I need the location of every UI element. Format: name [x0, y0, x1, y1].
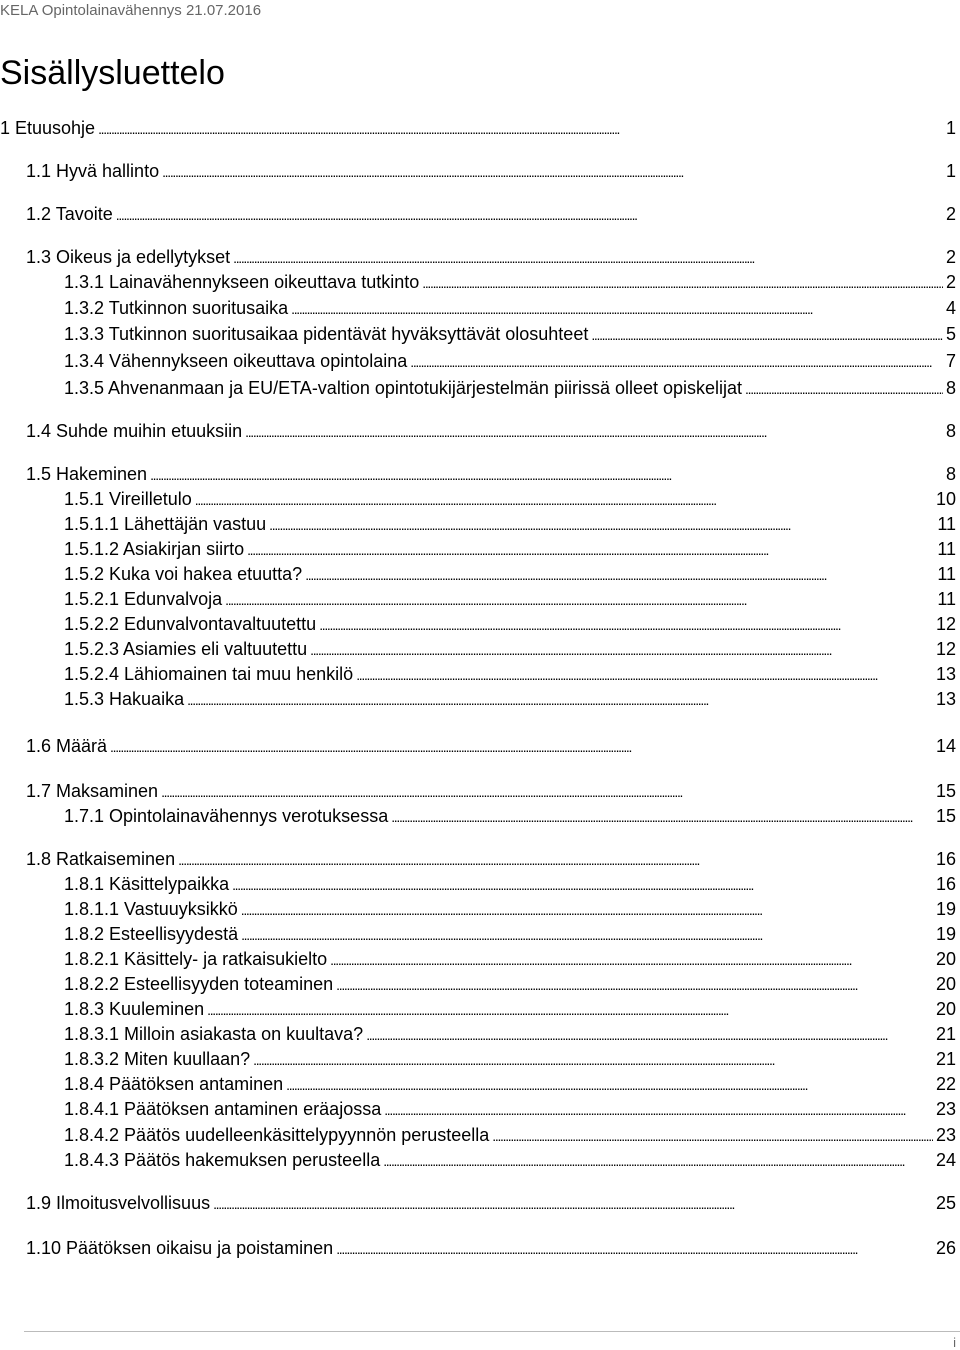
toc-entry-page: 11 [937, 539, 956, 559]
toc-entry-label: 1.8.4.2 Päätös uudelleenkäsittelypyynnön perusteella [64, 1125, 490, 1145]
toc-entry-label: 1.5.1 Vireilletulo [64, 489, 192, 509]
toc-entry-page: 24 [935, 1150, 956, 1170]
toc-entry-page: 21 [935, 1049, 956, 1069]
toc-entry-page: 15 [935, 781, 956, 801]
toc-entry[interactable] [64, 349, 956, 374]
toc-entry[interactable] [64, 1072, 956, 1097]
toc-leader [207, 997, 933, 1022]
toc-entry[interactable] [64, 897, 956, 922]
toc-entry-page: 8 [945, 378, 956, 398]
toc-entry-label: 1.3.5 Ahvenanmaan ja EU/ETA-valtion opintotukijärjestelmän piirissä olleet opiskelijat [64, 378, 743, 398]
toc-entry-page: 2 [945, 204, 956, 224]
toc-entry-label: 1.5.2.2 Edunvalvontavaltuutettu [64, 614, 317, 634]
toc-entry-page: 8 [945, 464, 956, 484]
toc-entry-page: 12 [935, 614, 956, 634]
toc-entry-label: 1.3.4 Vähennykseen oikeuttava opintolaina [64, 351, 408, 371]
toc-leader [356, 662, 933, 687]
toc-entry-label: 1.8.1.1 Vastuuyksikkö [64, 899, 238, 919]
toc-entry-page: 8 [945, 421, 956, 441]
toc-leader [410, 349, 943, 374]
toc-entry-page: 13 [935, 689, 956, 709]
toc-entry[interactable] [64, 922, 956, 947]
toc-entry[interactable] [64, 947, 956, 972]
toc-entry-label: 1.8 Ratkaiseminen [26, 849, 176, 869]
toc-entry-label: 1.9 Ilmoitusvelvollisuus [26, 1193, 211, 1213]
toc-entry-page: 16 [935, 874, 956, 894]
toc-entry[interactable] [64, 1097, 956, 1122]
toc-entry-label: 1.5.2.3 Asiamies eli valtuutettu [64, 639, 308, 659]
toc-leader [116, 202, 943, 227]
toc-entry-label: 1.8.4 Päätöksen antaminen [64, 1074, 284, 1094]
toc-entry[interactable] [64, 637, 956, 662]
toc-entry-page: 23 [935, 1099, 956, 1119]
toc-entry-page: 20 [935, 999, 956, 1019]
toc-entry[interactable] [64, 662, 956, 687]
toc-leader [232, 872, 933, 897]
toc-entry-page: 19 [935, 924, 956, 944]
toc-entry[interactable] [64, 1047, 956, 1072]
toc-entry-label: 1.3.3 Tutkinnon suoritusaikaa pidentävät hyväksyttävät olosuhteet [64, 324, 589, 344]
toc-entry-page: 20 [935, 974, 956, 994]
toc-entry[interactable] [26, 462, 956, 487]
toc-entry[interactable] [0, 116, 956, 141]
toc-leader [178, 847, 933, 872]
toc-entry-page: 1 [945, 161, 956, 181]
toc-leader [247, 537, 934, 562]
toc-leader [241, 922, 933, 947]
toc-entry-page: 26 [935, 1238, 956, 1258]
toc-leader [110, 734, 933, 759]
toc-leader [291, 296, 943, 321]
toc-entry[interactable] [64, 1022, 956, 1047]
toc-entry[interactable] [26, 245, 956, 270]
toc-entry-page: 22 [935, 1074, 956, 1094]
toc-entry-label: 1.7 Maksaminen [26, 781, 159, 801]
toc-leader [233, 245, 943, 270]
toc-entry[interactable] [26, 1236, 956, 1261]
toc-leader [336, 972, 933, 997]
toc-leader [366, 1022, 933, 1047]
toc-entry[interactable] [26, 734, 956, 759]
toc-entry[interactable] [64, 612, 956, 637]
toc-entry-label: 1.2 Tavoite [26, 204, 113, 224]
toc-entry-label: 1.3 Oikeus ja edellytykset [26, 247, 231, 267]
toc-entry[interactable] [26, 1191, 956, 1216]
toc-entry[interactable] [64, 1148, 956, 1173]
toc-entry-page: 11 [937, 564, 956, 584]
toc-entry-label: 1.5.1.1 Lähettäjän vastuu [64, 514, 267, 534]
toc-leader [195, 487, 933, 512]
toc-entry-label: 1.5.2.1 Edunvalvoja [64, 589, 223, 609]
toc-leader [305, 562, 934, 587]
toc-entry-label: 1.8.3 Kuuleminen [64, 999, 205, 1019]
toc-leader [391, 804, 933, 829]
toc-entry-page: 7 [945, 351, 956, 371]
toc-entry-page: 25 [935, 1193, 956, 1213]
toc-leader [245, 419, 943, 444]
toc-entry[interactable] [26, 847, 956, 872]
toc-entry-label: 1.4 Suhde muihin etuuksiin [26, 421, 243, 441]
toc-entry-page: 2 [945, 247, 956, 267]
toc-entry-page: 11 [937, 589, 956, 609]
toc-entry-page: 14 [935, 736, 956, 756]
toc-leader [492, 1123, 933, 1148]
toc-entry-label: 1.10 Päätöksen oikaisu ja poistaminen [26, 1238, 334, 1258]
toc-entry-label: 1.5 Hakeminen [26, 464, 148, 484]
toc-entry-page: 13 [935, 664, 956, 684]
document-header: KELA Opintolainavähennys 21.07.2016 [0, 2, 262, 19]
toc-leader [213, 1191, 933, 1216]
toc-entry-label: 1.7.1 Opintolainavähennys verotuksessa [64, 806, 389, 826]
toc-entry[interactable] [64, 1123, 956, 1148]
toc-leader [161, 779, 933, 804]
toc-entry-page: 5 [945, 324, 956, 344]
toc-entry[interactable] [64, 587, 956, 612]
toc-entry-page: 1 [945, 118, 956, 138]
toc-entry-label: 1.8.3.2 Miten kuullaan? [64, 1049, 251, 1069]
toc-entry[interactable] [64, 487, 956, 512]
toc-entry-label: 1.5.2 Kuka voi hakea etuutta? [64, 564, 303, 584]
toc-entry[interactable] [26, 419, 956, 444]
toc-entry-page: 20 [935, 949, 956, 969]
toc-entry-label: 1.8.2.1 Käsittely- ja ratkaisukielto [64, 949, 328, 969]
toc-entry-page: 4 [945, 298, 956, 318]
toc-entry[interactable] [64, 872, 956, 897]
toc-leader [591, 322, 943, 347]
toc-entry-page: 23 [935, 1125, 956, 1145]
toc-entry[interactable] [64, 322, 956, 347]
footer-divider [24, 1331, 960, 1332]
toc-entry[interactable] [64, 562, 956, 587]
toc-entry-label: 1.8.3.1 Milloin asiakasta on kuultava? [64, 1024, 364, 1044]
toc-entry[interactable] [26, 779, 956, 804]
toc-entry-label: 1 Etuusohje [0, 118, 96, 138]
page-title: Sisällysluettelo [0, 54, 225, 92]
toc-entry-label: 1.8.1 Käsittelypaikka [64, 874, 230, 894]
toc-entry[interactable] [64, 376, 956, 401]
toc-leader [162, 159, 943, 184]
toc-entry-page: 12 [935, 639, 956, 659]
toc-entry[interactable] [64, 270, 956, 295]
toc-entry-label: 1.5.3 Hakuaika [64, 689, 185, 709]
toc-leader [98, 116, 943, 141]
toc-entry-label: 1.8.2 Esteellisyydestä [64, 924, 239, 944]
toc-entry[interactable] [64, 512, 956, 537]
toc-entry[interactable] [64, 972, 956, 997]
toc-entry-label: 1.8.4.1 Päätöksen antaminen eräajossa [64, 1099, 382, 1119]
toc-leader [745, 376, 943, 401]
toc-leader [310, 637, 933, 662]
toc-leader [253, 1047, 933, 1072]
toc-entry-label: 1.8.2.2 Esteellisyyden toteaminen [64, 974, 334, 994]
toc-leader [383, 1148, 933, 1173]
toc-leader [150, 462, 943, 487]
toc-entry-label: 1.3.1 Lainavähennykseen oikeuttava tutkinto [64, 272, 420, 292]
toc-leader [336, 1236, 933, 1261]
toc-leader [330, 947, 933, 972]
toc-entry-page: 19 [935, 899, 956, 919]
toc-entry[interactable] [64, 804, 956, 829]
toc-entry[interactable] [64, 687, 956, 712]
toc-entry-label: 1.1 Hyvä hallinto [26, 161, 160, 181]
toc-leader [269, 512, 934, 537]
toc-leader [422, 270, 943, 295]
toc-entry-label: 1.8.4.3 Päätös hakemuksen perusteella [64, 1150, 381, 1170]
toc-leader [286, 1072, 933, 1097]
toc-entry-label: 1.6 Määrä [26, 736, 108, 756]
toc-leader [225, 587, 934, 612]
toc-entry-page: 15 [935, 806, 956, 826]
toc-entry[interactable] [26, 202, 956, 227]
toc-entry-page: 2 [945, 272, 956, 292]
toc-entry-label: 1.3.2 Tutkinnon suoritusaika [64, 298, 289, 318]
toc-leader [187, 687, 933, 712]
page-number: i [953, 1335, 956, 1350]
toc-leader [319, 612, 933, 637]
toc-entry[interactable] [64, 296, 956, 321]
toc-entry-label: 1.5.2.4 Lähiomainen tai muu henkilö [64, 664, 354, 684]
toc-entry[interactable] [26, 159, 956, 184]
toc-entry-label: 1.5.1.2 Asiakirjan siirto [64, 539, 245, 559]
toc-leader [384, 1097, 933, 1122]
toc-entry[interactable] [64, 537, 956, 562]
toc-entry[interactable] [64, 997, 956, 1022]
toc-entry-page: 21 [935, 1024, 956, 1044]
toc-leader [241, 897, 933, 922]
toc-entry-page: 16 [935, 849, 956, 869]
toc-entry-page: 11 [937, 514, 956, 534]
toc-entry-page: 10 [935, 489, 956, 509]
